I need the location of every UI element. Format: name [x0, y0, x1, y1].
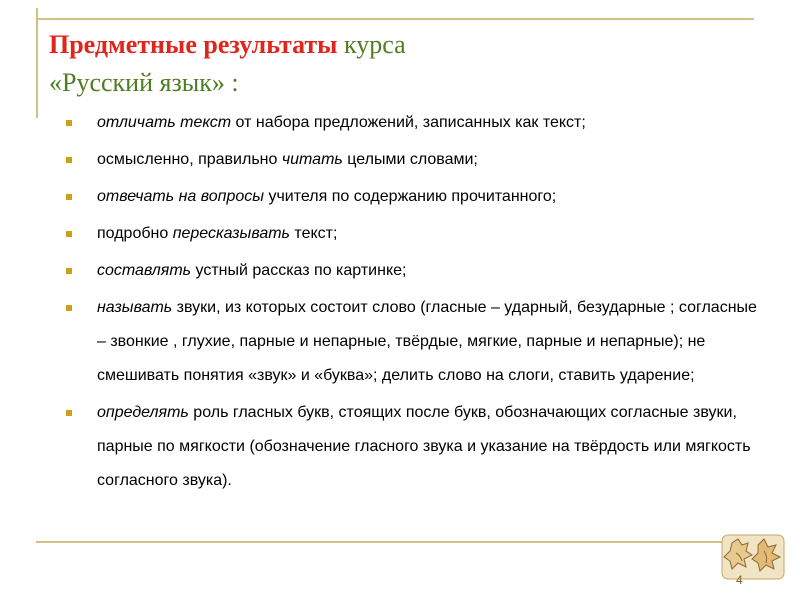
bullet-icon: [66, 305, 72, 311]
item-segment: осмысленно, правильно: [97, 151, 282, 168]
item-segment: звуки, из которых состоит слово (гласные – ударный, безударные ; согласные – звонкие , глухие, парные и непарные, твёрдые, мягкие, парные и непарные); не смешивать понятия «звук» и «буква»; делить слово на слоги, ставить ударение;: [97, 299, 757, 384]
list-item: [55, 106, 760, 140]
bullet-icon: [66, 410, 72, 416]
item-segment: отвечать на вопросы: [97, 188, 265, 205]
bullet-icon: [66, 231, 72, 237]
list-item: [55, 180, 760, 214]
list-item-text: [97, 404, 751, 489]
list-item-text: [97, 151, 478, 168]
bottom-rule: [36, 541, 754, 543]
outcomes-list: [55, 106, 760, 501]
list-item-text: [97, 299, 757, 384]
item-segment: определять: [97, 404, 189, 421]
bullet-icon: [66, 268, 72, 274]
leaves-decoration-icon: [718, 531, 788, 583]
slide-title: [49, 26, 406, 102]
corner-vertical-rule: [36, 8, 38, 118]
list-item-text: [97, 262, 406, 279]
item-segment: от набора предложений, записанных как текст;: [231, 114, 586, 131]
list-item: [55, 396, 760, 498]
title-line-2: «Русский язык» :: [49, 68, 239, 97]
list-item: [55, 254, 760, 288]
item-segment: отличать текст: [97, 114, 232, 131]
item-segment: учителя по содержанию прочитанного;: [264, 188, 557, 205]
bullet-icon: [66, 157, 72, 163]
bullet-icon: [66, 120, 72, 126]
item-segment: целыми словами;: [342, 151, 478, 168]
top-rule: [36, 18, 754, 20]
list-item-text: [97, 114, 586, 131]
list-item-text: [97, 225, 337, 242]
item-segment: называть: [97, 299, 173, 316]
list-item: [55, 143, 760, 177]
page-number: 4: [736, 573, 743, 587]
item-segment: текст;: [289, 225, 338, 242]
list-item-text: [97, 188, 556, 205]
bullet-icon: [66, 194, 72, 200]
item-segment: читать: [281, 151, 343, 168]
list-item: [55, 291, 760, 393]
item-segment: пересказывать: [172, 225, 290, 242]
item-segment: составлять: [97, 262, 192, 279]
item-segment: роль гласных букв, стоящих после букв, обозначающих согласные звуки, парные по мягкости (обозначение гласного звука и указание на твёрдость или мягкость согласного звука).: [97, 404, 751, 489]
title-highlight: Предметные результаты: [49, 30, 338, 59]
title-rest: курса: [337, 30, 406, 59]
list-item: [55, 217, 760, 251]
item-segment: подробно: [97, 225, 173, 242]
item-segment: устный рассказ по картинке;: [191, 262, 407, 279]
